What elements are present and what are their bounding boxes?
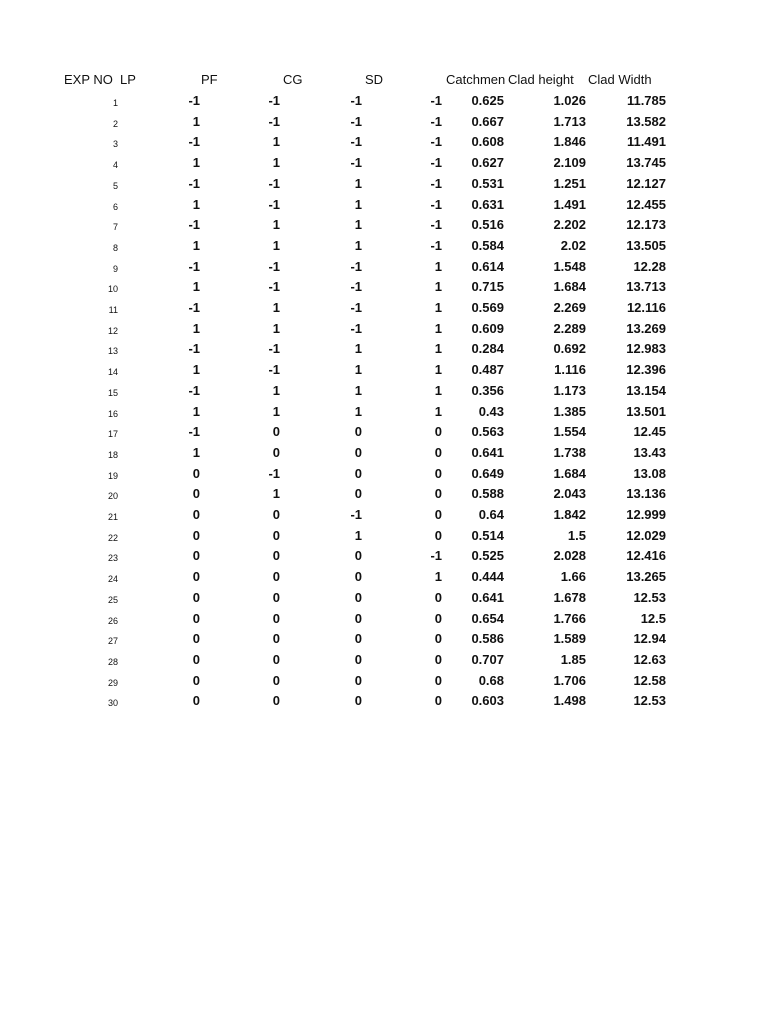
- sd-cell: 1: [354, 217, 362, 233]
- sd-cell: -1: [350, 113, 362, 129]
- sd-cell: -1: [350, 320, 362, 336]
- clad-width-cell: 13.43: [633, 444, 666, 460]
- pf-cell: 1: [192, 237, 200, 253]
- table-row: [0, 360, 768, 380]
- clad-width-cell: 13.154: [626, 382, 666, 398]
- catchment-cell: 0.715: [471, 279, 504, 295]
- sd-cell: 0: [354, 424, 362, 440]
- clad-width-cell: 13.501: [626, 403, 666, 419]
- lp-cell: 1: [434, 320, 442, 336]
- table-row: [0, 319, 768, 339]
- exp-no-cell: 15: [107, 387, 118, 398]
- exp-no-cell: 21: [107, 512, 118, 522]
- pf-cell: -1: [188, 134, 200, 150]
- clad-width-cell: 12.455: [626, 196, 666, 212]
- clad-width-cell: 11.491: [626, 134, 666, 150]
- header-lp: LP: [120, 72, 136, 87]
- cg-cell: -1: [268, 279, 280, 295]
- lp-cell: 1: [434, 362, 442, 378]
- clad-width-cell: 12.53: [633, 693, 666, 709]
- sd-cell: -1: [350, 155, 362, 171]
- exp-no-cell: 8: [112, 242, 118, 253]
- exp-no-cell: 23: [107, 553, 118, 564]
- clad-height-cell: 1.684: [553, 279, 586, 295]
- lp-cell: 1: [434, 341, 442, 357]
- pf-cell: -1: [188, 217, 200, 233]
- lp-cell: 0: [434, 651, 442, 667]
- clad-width-cell: 12.53: [633, 589, 666, 605]
- sd-cell: 1: [354, 237, 362, 253]
- cg-cell: -1: [268, 341, 280, 357]
- catchment-cell: 0.514: [471, 527, 504, 543]
- clad-width-cell: 13.269: [626, 320, 666, 336]
- table-row: [0, 567, 768, 587]
- cg-cell: -1: [268, 465, 280, 481]
- sd-cell: 0: [354, 651, 362, 667]
- cg-cell: 0: [272, 444, 280, 460]
- clad-width-cell: 12.029: [626, 527, 666, 543]
- table-row: [0, 484, 768, 504]
- exp-no-cell: 30: [107, 698, 118, 709]
- pf-cell: 0: [192, 631, 200, 647]
- catchment-cell: 0.603: [471, 693, 504, 709]
- lp-cell: 0: [434, 465, 442, 481]
- catchment-cell: 0.531: [471, 175, 504, 191]
- pf-cell: 0: [192, 548, 200, 564]
- cg-cell: 1: [272, 382, 280, 398]
- clad-height-cell: 1.498: [553, 693, 586, 709]
- pf-cell: 0: [192, 693, 200, 709]
- lp-cell: -1: [430, 155, 442, 171]
- lp-cell: 1: [434, 300, 442, 315]
- table-row: [0, 691, 768, 711]
- catchment-cell: 0.641: [471, 444, 504, 460]
- table-row: [0, 505, 768, 525]
- table-row: [0, 112, 768, 132]
- clad-width-cell: 13.136: [626, 486, 666, 502]
- lp-cell: -1: [430, 175, 442, 191]
- catchment-cell: 0.516: [471, 217, 504, 233]
- clad-height-cell: 1.548: [553, 258, 586, 274]
- cg-cell: 0: [272, 693, 280, 709]
- pf-cell: 0: [192, 589, 200, 605]
- clad-height-cell: 1.589: [553, 631, 586, 647]
- clad-width-cell: 11.785: [626, 93, 666, 108]
- table-row: [0, 174, 768, 194]
- header-clad-width: Clad Width: [588, 72, 652, 87]
- pf-cell: -1: [188, 258, 200, 274]
- pf-cell: -1: [188, 424, 200, 440]
- catchment-cell: 0.356: [471, 382, 504, 398]
- clad-height-cell: 1.766: [553, 610, 586, 626]
- pf-cell: 0: [192, 569, 200, 585]
- header-sd: SD: [365, 72, 384, 87]
- pf-cell: -1: [188, 300, 200, 315]
- catchment-cell: 0.631: [471, 196, 504, 212]
- catchment-cell: 0.563: [471, 424, 504, 440]
- table-row: [0, 588, 768, 608]
- catchment-cell: 0.667: [471, 113, 504, 129]
- exp-no-cell: 25: [107, 594, 118, 605]
- exp-no-cell: 1: [112, 98, 118, 108]
- cg-cell: 1: [272, 320, 280, 336]
- pf-cell: 0: [192, 465, 200, 481]
- cg-cell: 1: [272, 155, 280, 171]
- exp-no-cell: 16: [107, 408, 118, 419]
- clad-width-cell: 12.116: [626, 300, 666, 315]
- clad-height-cell: 1.5: [567, 527, 586, 543]
- clad-width-cell: 12.63: [633, 651, 666, 667]
- clad-height-cell: 0.692: [553, 341, 586, 357]
- clad-width-cell: 13.505: [626, 237, 666, 253]
- table-row: [0, 650, 768, 670]
- cg-cell: 1: [272, 300, 280, 315]
- sd-cell: 1: [354, 196, 362, 212]
- sd-cell: -1: [350, 279, 362, 295]
- table-row: [0, 298, 768, 318]
- exp-no-cell: 10: [107, 284, 118, 295]
- sd-cell: 0: [354, 610, 362, 626]
- lp-cell: -1: [430, 113, 442, 129]
- lp-cell: -1: [430, 134, 442, 150]
- lp-cell: 0: [434, 486, 442, 502]
- pf-cell: 0: [192, 486, 200, 502]
- sd-cell: -1: [350, 258, 362, 274]
- table-row: [0, 132, 768, 152]
- catchment-cell: 0.707: [471, 651, 504, 667]
- catchment-cell: 0.586: [471, 631, 504, 647]
- table-row: [0, 236, 768, 256]
- clad-width-cell: 12.5: [640, 610, 666, 626]
- clad-height-cell: 2.109: [553, 155, 586, 171]
- table-row: [0, 464, 768, 484]
- clad-height-cell: 2.202: [553, 217, 586, 233]
- clad-height-cell: 1.713: [553, 113, 586, 129]
- cg-cell: 0: [272, 672, 280, 688]
- pf-cell: 0: [192, 610, 200, 626]
- sd-cell: 0: [354, 465, 362, 481]
- catchment-cell: 0.284: [471, 341, 504, 357]
- exp-no-cell: 13: [107, 346, 118, 357]
- lp-cell: 0: [434, 631, 442, 647]
- pf-cell: -1: [188, 341, 200, 357]
- table-row: [0, 402, 768, 422]
- catchment-cell: 0.614: [471, 258, 504, 274]
- catchment-cell: 0.608: [471, 134, 504, 150]
- header-pf: PF: [201, 72, 218, 87]
- catchment-cell: 0.649: [471, 465, 504, 481]
- sd-cell: 0: [354, 444, 362, 460]
- cg-cell: 0: [272, 610, 280, 626]
- exp-no-cell: 7: [112, 222, 118, 233]
- catchment-cell: 0.68: [478, 672, 504, 688]
- pf-cell: 1: [192, 320, 200, 336]
- catchment-cell: 0.584: [471, 237, 504, 253]
- table-row: [0, 277, 768, 297]
- catchment-cell: 0.588: [471, 486, 504, 502]
- clad-width-cell: 12.999: [626, 507, 666, 522]
- sd-cell: -1: [350, 93, 362, 108]
- sd-cell: 0: [354, 548, 362, 564]
- exp-no-cell: 20: [107, 491, 118, 502]
- lp-cell: 1: [434, 403, 442, 419]
- clad-width-cell: 13.08: [633, 465, 666, 481]
- cg-cell: 0: [272, 569, 280, 585]
- lp-cell: 0: [434, 610, 442, 626]
- table-row: [0, 629, 768, 649]
- exp-no-cell: 18: [107, 449, 118, 460]
- cg-cell: 0: [272, 527, 280, 543]
- lp-cell: -1: [430, 237, 442, 253]
- clad-width-cell: 12.58: [633, 672, 666, 688]
- clad-width-cell: 13.713: [626, 279, 666, 295]
- clad-height-cell: 1.385: [553, 403, 586, 419]
- header-clad-height: Clad height: [508, 72, 574, 87]
- cg-cell: 1: [272, 217, 280, 233]
- header-catchment: Catchmen: [446, 72, 506, 87]
- table-row: [0, 215, 768, 235]
- table-row: [0, 609, 768, 629]
- exp-no-cell: 9: [112, 263, 118, 274]
- cg-cell: -1: [268, 362, 280, 378]
- clad-width-cell: 12.94: [633, 631, 666, 647]
- catchment-cell: 0.444: [471, 569, 504, 585]
- lp-cell: 0: [434, 693, 442, 709]
- clad-height-cell: 1.738: [553, 444, 586, 460]
- pf-cell: 0: [192, 651, 200, 667]
- exp-no-cell: 14: [107, 367, 118, 378]
- clad-height-cell: 1.491: [553, 196, 586, 212]
- table-row: [0, 671, 768, 691]
- lp-cell: -1: [430, 196, 442, 212]
- cg-cell: 0: [272, 651, 280, 667]
- clad-width-cell: 12.173: [626, 217, 666, 233]
- cg-cell: 1: [272, 486, 280, 502]
- cg-cell: 0: [272, 631, 280, 647]
- lp-cell: -1: [430, 548, 442, 564]
- cg-cell: 0: [272, 507, 280, 522]
- cg-cell: 1: [272, 134, 280, 150]
- exp-no-cell: 22: [107, 532, 118, 543]
- cg-cell: 0: [272, 589, 280, 605]
- cg-cell: -1: [268, 258, 280, 274]
- sd-cell: 1: [354, 341, 362, 357]
- catchment-cell: 0.625: [471, 93, 504, 108]
- clad-height-cell: 2.289: [553, 320, 586, 336]
- lp-cell: 0: [434, 589, 442, 605]
- table-row: [0, 422, 768, 442]
- lp-cell: 0: [434, 672, 442, 688]
- pf-cell: 0: [192, 672, 200, 688]
- sd-cell: 0: [354, 569, 362, 585]
- catchment-cell: 0.43: [478, 403, 504, 419]
- table-row: [0, 195, 768, 215]
- sd-cell: 1: [354, 403, 362, 419]
- lp-cell: 1: [434, 382, 442, 398]
- lp-cell: -1: [430, 217, 442, 233]
- sd-cell: 1: [354, 362, 362, 378]
- clad-height-cell: 1.66: [560, 569, 586, 585]
- clad-height-cell: 1.678: [553, 589, 586, 605]
- pf-cell: 1: [192, 196, 200, 212]
- clad-height-cell: 1.173: [553, 382, 586, 398]
- cg-cell: 1: [272, 237, 280, 253]
- table-row: [0, 91, 768, 111]
- cg-cell: -1: [268, 196, 280, 212]
- clad-width-cell: 12.127: [626, 175, 666, 191]
- sd-cell: 1: [354, 175, 362, 191]
- clad-width-cell: 12.28: [633, 258, 666, 274]
- catchment-cell: 0.627: [471, 155, 504, 171]
- lp-cell: 1: [434, 279, 442, 295]
- clad-height-cell: 2.269: [553, 300, 586, 315]
- sd-cell: -1: [350, 134, 362, 150]
- exp-no-cell: 12: [107, 325, 118, 336]
- clad-height-cell: 2.028: [553, 548, 586, 564]
- sd-cell: 0: [354, 693, 362, 709]
- table-row: [0, 546, 768, 566]
- pf-cell: 1: [192, 362, 200, 378]
- pf-cell: 0: [192, 507, 200, 522]
- sd-cell: 0: [354, 589, 362, 605]
- pf-cell: 1: [192, 155, 200, 171]
- clad-height-cell: 1.706: [553, 672, 586, 688]
- pf-cell: 1: [192, 444, 200, 460]
- sd-cell: 1: [354, 527, 362, 543]
- exp-no-cell: 5: [112, 180, 118, 191]
- exp-no-cell: 29: [107, 677, 118, 688]
- sd-cell: 0: [354, 672, 362, 688]
- catchment-cell: 0.641: [471, 589, 504, 605]
- exp-no-cell: 2: [112, 118, 118, 129]
- cg-cell: -1: [268, 175, 280, 191]
- lp-cell: 1: [434, 258, 442, 274]
- exp-no-cell: 6: [112, 201, 118, 212]
- exp-no-cell: 4: [112, 160, 118, 171]
- pf-cell: 0: [192, 527, 200, 543]
- clad-height-cell: 1.684: [553, 465, 586, 481]
- lp-cell: 0: [434, 527, 442, 543]
- catchment-cell: 0.487: [471, 362, 504, 378]
- table-row: [0, 339, 768, 359]
- header-exp-no: EXP NO: [64, 72, 113, 87]
- pf-cell: -1: [188, 93, 200, 108]
- catchment-cell: 0.654: [471, 610, 504, 626]
- sd-cell: 0: [354, 631, 362, 647]
- clad-width-cell: 12.416: [626, 548, 666, 564]
- cg-cell: -1: [268, 93, 280, 108]
- clad-height-cell: 1.842: [553, 507, 586, 522]
- pf-cell: 1: [192, 403, 200, 419]
- pf-cell: -1: [188, 175, 200, 191]
- lp-cell: 0: [434, 424, 442, 440]
- catchment-cell: 0.64: [478, 507, 504, 522]
- exp-no-cell: 27: [107, 636, 118, 647]
- sd-cell: -1: [350, 507, 362, 522]
- clad-height-cell: 2.02: [560, 237, 586, 253]
- clad-height-cell: 2.043: [553, 486, 586, 502]
- pf-cell: 1: [192, 279, 200, 295]
- table-row: [0, 257, 768, 277]
- cg-cell: 1: [272, 403, 280, 419]
- sd-cell: 1: [354, 382, 362, 398]
- table-row: [0, 153, 768, 173]
- pf-cell: -1: [188, 382, 200, 398]
- clad-width-cell: 12.396: [626, 362, 666, 378]
- clad-height-cell: 1.251: [553, 175, 586, 191]
- clad-width-cell: 13.745: [626, 155, 666, 171]
- table-row: [0, 526, 768, 546]
- exp-no-cell: 24: [107, 574, 118, 585]
- exp-no-cell: 3: [112, 139, 118, 150]
- clad-height-cell: 1.026: [553, 93, 586, 108]
- table-row: [0, 381, 768, 401]
- clad-width-cell: 13.582: [626, 113, 666, 129]
- pf-cell: 1: [192, 113, 200, 129]
- clad-height-cell: 1.554: [553, 424, 586, 440]
- cg-cell: -1: [268, 113, 280, 129]
- catchment-cell: 0.609: [471, 320, 504, 336]
- catchment-cell: 0.569: [471, 300, 504, 315]
- clad-height-cell: 1.846: [553, 134, 586, 150]
- lp-cell: -1: [430, 93, 442, 108]
- clad-height-cell: 1.85: [560, 651, 586, 667]
- exp-no-cell: 19: [107, 470, 118, 481]
- exp-no-cell: 26: [107, 615, 118, 626]
- cg-cell: 0: [272, 424, 280, 440]
- cg-cell: 0: [272, 548, 280, 564]
- clad-width-cell: 12.983: [626, 341, 666, 357]
- clad-width-cell: 13.265: [626, 569, 666, 585]
- table-row: [0, 443, 768, 463]
- lp-cell: 1: [434, 569, 442, 585]
- catchment-cell: 0.525: [471, 548, 504, 564]
- exp-no-cell: 17: [107, 429, 118, 440]
- exp-no-cell: 11: [108, 305, 118, 315]
- sd-cell: 0: [354, 486, 362, 502]
- lp-cell: 0: [434, 507, 442, 522]
- clad-width-cell: 12.45: [633, 424, 666, 440]
- lp-cell: 0: [434, 444, 442, 460]
- header-cg: CG: [283, 72, 303, 87]
- clad-height-cell: 1.116: [554, 362, 586, 378]
- exp-no-cell: 28: [107, 656, 118, 667]
- sd-cell: -1: [350, 300, 362, 315]
